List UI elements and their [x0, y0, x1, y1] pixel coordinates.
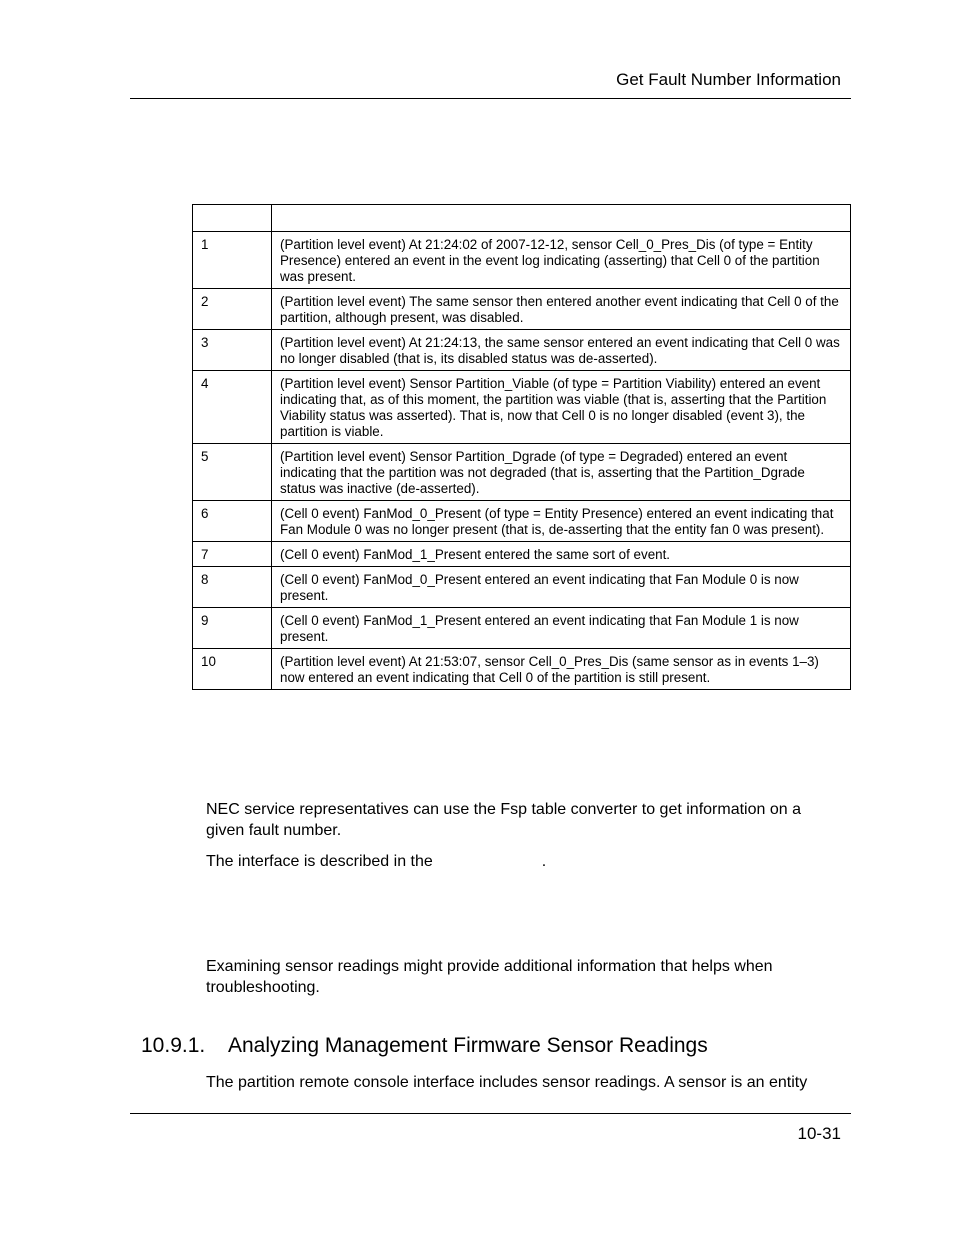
remote-console-paragraph: The partition remote console interface includes sensor readings. A sensor is an entity [206, 1074, 808, 1091]
section-heading [141, 1034, 708, 1058]
event-number: 7 [193, 542, 272, 567]
table-row [193, 542, 851, 567]
interface-description-paragraph [206, 851, 836, 872]
sensor-readings-paragraph: Examining sensor readings might provide additional information that helps when troubleshooting. [206, 958, 773, 996]
event-number: 1 [193, 232, 272, 289]
event-description: (Cell 0 event) FanMod_0_Present (of type = Entity Presence) entered an event indicating that Fan Module 0 was no longer present (that is, de-asserting that the entity fan 0 was present). [272, 501, 851, 542]
footer-rule [130, 1113, 851, 1114]
running-header-title: Get Fault Number Information [616, 70, 841, 89]
event-description: (Cell 0 event) FanMod_1_Present entered an event indicating that Fan Module 1 is now present. [272, 608, 851, 649]
header-cell-event-number [193, 205, 272, 232]
table-row [193, 371, 851, 444]
event-number: 8 [193, 567, 272, 608]
table-header-row [193, 205, 851, 232]
header-rule [130, 98, 851, 99]
event-description: (Partition level event) At 21:24:02 of 2007-12-12, sensor Cell_0_Pres_Dis (of type = Entity Presence) entered an event in the event log indicating (asserting) that Cell 0 of the partition was present. [272, 232, 851, 289]
table-row [193, 444, 851, 501]
page-number: 10-31 [797, 1124, 841, 1143]
event-description: (Partition level event) Sensor Partition_Dgrade (of type = Degraded) entered an event indicating that the partition was not degraded (that is, asserting that the Partition_Dgrade status was inactive (de-asserted). [272, 444, 851, 501]
table-row [193, 567, 851, 608]
event-number: 2 [193, 289, 272, 330]
fsp-converter-paragraph: NEC service representatives can use the Fsp table converter to get information on a given fault number. [206, 801, 801, 839]
event-description: (Partition level event) At 21:53:07, sensor Cell_0_Pres_Dis (same sensor as in events 1–3) now entered an event indicating that Cell 0 of the partition is still present. [272, 649, 851, 690]
section-number: 10.9.1. [141, 1034, 206, 1057]
interface-description-text: The interface is described in the [206, 853, 433, 870]
event-number: 10 [193, 649, 272, 690]
event-description: (Cell 0 event) FanMod_1_Present entered the same sort of event. [272, 542, 851, 567]
table-row [193, 608, 851, 649]
event-number: 5 [193, 444, 272, 501]
event-number: 4 [193, 371, 272, 444]
table-row [193, 649, 851, 690]
event-number: 3 [193, 330, 272, 371]
event-number: 9 [193, 608, 272, 649]
event-number: 6 [193, 501, 272, 542]
table-row [193, 289, 851, 330]
table-row [193, 330, 851, 371]
interface-description-period: . [541, 853, 547, 870]
table-row [193, 232, 851, 289]
event-description: (Partition level event) Sensor Partition_Viable (of type = Partition Viability) entered an event indicating that, as of this moment, the partition was viable (that is, asserting that the Partition Viability status was asserted). That is, now that Cell 0 is no longer disabled (event 3), the partition is viable. [272, 371, 851, 444]
event-log-table [192, 204, 851, 690]
header-cell-description [272, 205, 851, 232]
event-description: (Partition level event) At 21:24:13, the same sensor entered an event indicating that Cell 0 was no longer disabled (that is, its disabled status was de-asserted). [272, 330, 851, 371]
section-title: Analyzing Management Firmware Sensor Readings [228, 1034, 708, 1057]
table-row [193, 501, 851, 542]
event-description: (Cell 0 event) FanMod_0_Present entered an event indicating that Fan Module 0 is now present. [272, 567, 851, 608]
event-description: (Partition level event) The same sensor then entered another event indicating that Cell 0 of the partition, although present, was disabled. [272, 289, 851, 330]
